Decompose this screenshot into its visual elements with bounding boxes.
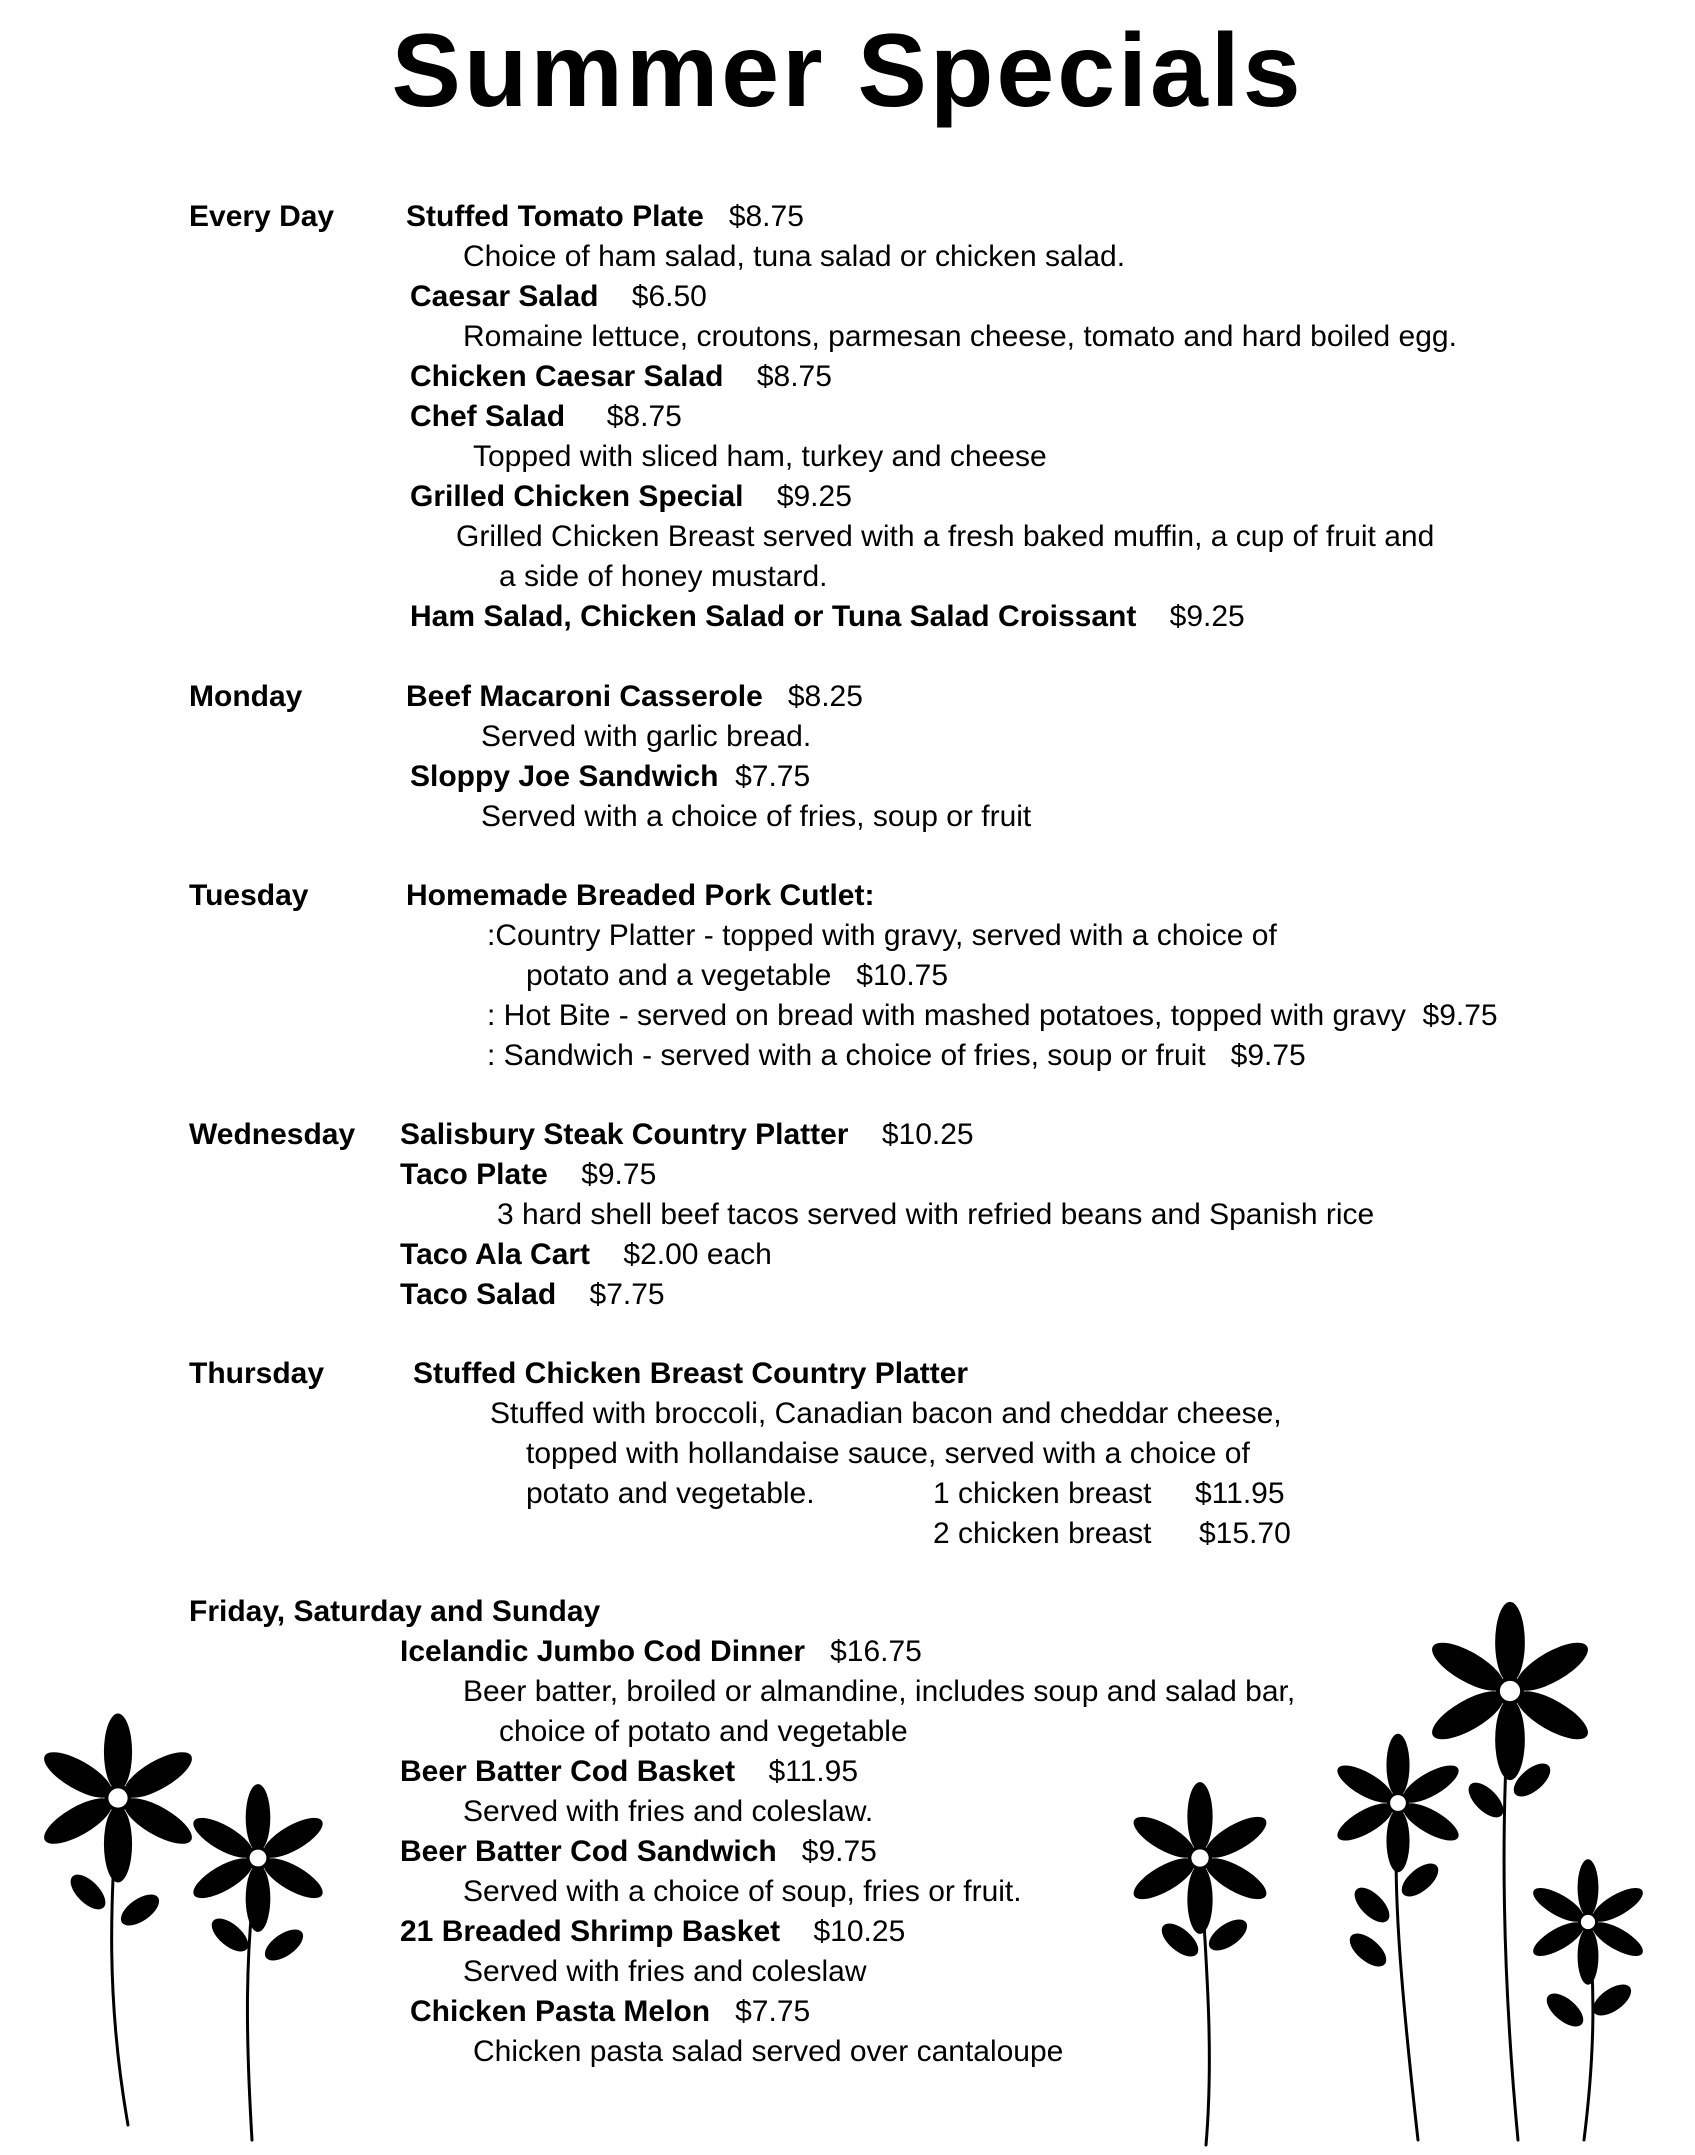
item-desc: Stuffed with broccoli, Canadian bacon and cheddar cheese, <box>490 1397 1282 1430</box>
day-label-weekend: Friday, Saturday and Sunday <box>189 1595 601 1628</box>
item-name: Chicken Caesar Salad <box>410 360 724 393</box>
day-label-tuesday: Tuesday <box>189 879 309 912</box>
item-desc: Served with garlic bread. <box>481 720 812 753</box>
item-name: Salisbury Steak Country Platter <box>400 1118 849 1151</box>
item-price: $10.25 <box>881 1118 974 1151</box>
item-price: $9.75 <box>801 1835 877 1868</box>
item-desc: Beer batter, broiled or almandine, includes soup and salad bar, <box>463 1675 1296 1708</box>
item-price: $11.95 <box>768 1755 858 1788</box>
day-label-monday: Monday <box>189 680 303 713</box>
item-desc: potato and vegetable. <box>526 1477 815 1510</box>
item-desc: : Hot Bite - served on bread with mashed potatoes, topped with gravy <box>487 999 1406 1032</box>
item-price: $7.75 <box>735 1995 811 2028</box>
item-name: Stuffed Tomato Plate <box>406 200 704 233</box>
item-desc: Chicken pasta salad served over cantaloupe <box>473 2035 1064 2068</box>
item-cod-dinner <box>400 1632 922 1672</box>
item-grilled-chicken <box>410 477 852 517</box>
day-label-thursday: Thursday <box>189 1357 325 1390</box>
item-sloppy-joe <box>410 757 810 797</box>
item-chef-salad <box>410 397 682 437</box>
item-name: Taco Ala Cart <box>400 1238 591 1271</box>
item-beef-macaroni <box>406 677 863 717</box>
page-title: Summer Specials <box>391 13 1304 129</box>
item-price: $9.75 <box>1422 999 1498 1032</box>
item-desc: Choice of ham salad, tuna salad or chicken salad. <box>463 240 1126 273</box>
item-name: Beer Batter Cod Sandwich <box>400 1835 777 1868</box>
item-salisbury-steak <box>400 1115 974 1155</box>
item-desc: Served with a choice of fries, soup or fruit <box>481 800 1032 833</box>
item-desc: topped with hollandaise sauce, served with a choice of <box>526 1437 1250 1470</box>
item-desc: Served with a choice of soup, fries or fruit. <box>463 1875 1022 1908</box>
option-label: 2 chicken breast <box>933 1517 1152 1550</box>
item-chicken-caesar <box>410 357 832 397</box>
item-sandwich <box>487 1036 1306 1076</box>
item-name: Chicken Pasta Melon <box>410 1995 711 2028</box>
item-name: Taco Salad <box>400 1278 557 1311</box>
item-stuffed-tomato <box>406 197 804 237</box>
item-name: Beer Batter Cod Basket <box>400 1755 736 1788</box>
item-desc: 3 hard shell beef tacos served with refried beans and Spanish rice <box>497 1198 1375 1231</box>
item-name: 21 Breaded Shrimp Basket <box>400 1915 781 1948</box>
item-name: Taco Plate <box>400 1158 548 1191</box>
item-name: Icelandic Jumbo Cod Dinner <box>400 1635 806 1668</box>
item-price: $7.75 <box>735 760 811 793</box>
day-label-wednesday: Wednesday <box>189 1118 356 1151</box>
item-price: $8.25 <box>787 680 863 713</box>
option-label: 1 chicken breast <box>933 1477 1152 1510</box>
item-desc: Served with fries and coleslaw. <box>463 1795 874 1828</box>
item-desc: Served with fries and coleslaw <box>463 1955 867 1988</box>
item-name: Sloppy Joe Sandwich <box>410 760 719 793</box>
day-label-every-day: Every Day <box>189 200 335 233</box>
item-taco-ala-cart <box>400 1235 772 1275</box>
item-price: $9.25 <box>776 480 852 513</box>
item-price: $2.00 each <box>623 1238 772 1271</box>
item-desc: Romaine lettuce, croutons, parmesan cheese, tomato and hard boiled egg. <box>463 320 1457 353</box>
item-desc: Topped with sliced ham, turkey and cheese <box>473 440 1047 473</box>
item-price: $9.25 <box>1169 600 1245 633</box>
item-price: $8.75 <box>606 400 682 433</box>
item-shrimp-basket <box>400 1912 905 1952</box>
item-name: Ham Salad, Chicken Salad or Tuna Salad Croissant <box>410 600 1137 633</box>
item-croissant <box>410 597 1245 637</box>
item-price: $9.75 <box>581 1158 657 1191</box>
item-cod-sandwich <box>400 1832 877 1872</box>
item-taco-plate <box>400 1155 656 1195</box>
item-name: Chef Salad <box>410 400 566 433</box>
item-name: Beef Macaroni Casserole <box>406 680 763 713</box>
item-desc-with-price <box>526 956 948 996</box>
item-desc: potato and a vegetable <box>526 959 832 992</box>
item-caesar-salad <box>410 277 707 317</box>
item-stuffed-chicken: Stuffed Chicken Breast Country Platter <box>413 1357 969 1390</box>
option-price: $15.70 <box>1199 1517 1291 1550</box>
item-pasta-melon <box>410 1992 810 2032</box>
item-cod-basket <box>400 1752 858 1792</box>
item-price: $8.75 <box>728 200 804 233</box>
item-price: $7.75 <box>589 1278 665 1311</box>
item-name: Grilled Chicken Special <box>410 480 744 513</box>
item-desc: a side of honey mustard. <box>499 560 828 593</box>
item-desc: choice of potato and vegetable <box>499 1715 908 1748</box>
item-price: $8.75 <box>756 360 832 393</box>
item-desc: :Country Platter - topped with gravy, served with a choice of <box>487 919 1277 952</box>
item-price: $10.25 <box>813 1915 906 1948</box>
item-desc: : Sandwich - served with a choice of fries, soup or fruit <box>487 1039 1206 1072</box>
item-price: $10.75 <box>856 959 949 992</box>
option-price: $11.95 <box>1195 1477 1285 1510</box>
item-price: $9.75 <box>1230 1039 1306 1072</box>
item-price: $6.50 <box>631 280 707 313</box>
item-price: $16.75 <box>830 1635 922 1668</box>
item-name: Caesar Salad <box>410 280 599 313</box>
item-taco-salad <box>400 1275 665 1315</box>
item-desc: Grilled Chicken Breast served with a fresh baked muffin, a cup of fruit and <box>456 520 1435 553</box>
item-pork-cutlet: Homemade Breaded Pork Cutlet: <box>406 879 875 912</box>
item-hot-bite <box>487 996 1498 1036</box>
